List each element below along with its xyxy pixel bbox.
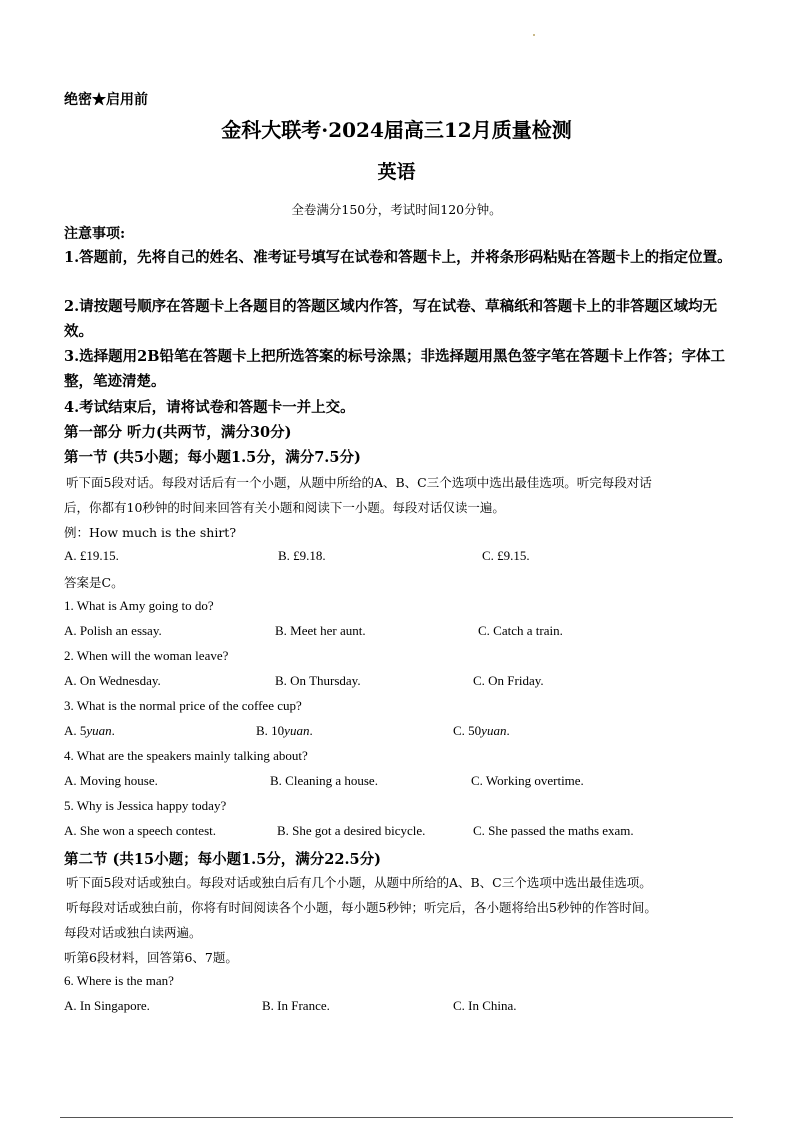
option-c: C. Working overtime.: [471, 773, 584, 788]
part1-heading: 第一部分 听力(共两节，满分30分): [64, 424, 292, 441]
option-c: C. £9.15.: [482, 548, 530, 563]
option-c: C. In China.: [453, 998, 517, 1013]
option-b: B. 10yuan.: [256, 723, 313, 738]
section2-instruction: 每段对话或独白读两遍。: [64, 925, 202, 940]
section2-instruction: 听每段对话或独白前，你将有时间阅读各个小题，每小题5秒钟；听完后，各小题将给出5秒钟的作答时间。: [66, 900, 657, 915]
option-a: A. Polish an essay.: [64, 623, 162, 638]
notice-item-4: 4.考试结束后，请将试卷和答题卡一并上交。: [64, 399, 355, 416]
material-note: 听第6段材料，回答第6、7题。: [64, 950, 238, 965]
question-5: 5. Why is Jessica happy today?: [64, 798, 227, 813]
section1-instruction: 听下面5段对话。每段对话后有一个小题，从题中所给的A、B、C三个选项中选出最佳选项。听完每段对话: [66, 475, 652, 490]
notice-item-1: 1.答题前，先将自己的姓名、准考证号填写在试卷和答题卡上，并将条形码粘贴在答题卡上的指定位置。: [64, 249, 732, 266]
question-3: 3. What is the normal price of the coffee cup?: [64, 698, 302, 713]
page-bottom-rule: [60, 1117, 733, 1118]
section1-instruction: 后，你都有10秒钟的时间来回答有关小题和阅读下一小题。每段对话仅读一遍。: [64, 500, 505, 515]
option-a: A. Moving house.: [64, 773, 158, 788]
question-6: 6. Where is the man?: [64, 973, 174, 988]
question-1: 1. What is Amy going to do?: [64, 598, 214, 613]
option-b: B. Meet her aunt.: [275, 623, 366, 638]
full-mark-note: 全卷满分150分，考试时间120分钟。: [291, 202, 502, 217]
question-4: 4. What are the speakers mainly talking about?: [64, 748, 308, 763]
example-question: 例：How much is the shirt?: [64, 525, 237, 540]
option-a: A. In Singapore.: [64, 998, 150, 1013]
option-b: B. On Thursday.: [275, 673, 361, 688]
question-2: 2. When will the woman leave?: [64, 648, 229, 663]
option-c: C. She passed the maths exam.: [473, 823, 634, 838]
option-c: C. Catch a train.: [478, 623, 563, 638]
option-a: A. She won a speech contest.: [64, 823, 216, 838]
example-answer: 答案是C。: [64, 575, 124, 590]
option-c: C. On Friday.: [473, 673, 544, 688]
decorative-dot: [533, 34, 535, 36]
option-a: A. 5yuan.: [64, 723, 115, 738]
option-a: A. On Wednesday.: [64, 673, 161, 688]
notice-heading: 注意事项:: [64, 226, 126, 242]
subject-title: 英语: [377, 161, 416, 183]
option-c: C. 50yuan.: [453, 723, 510, 738]
option-b: B. Cleaning a house.: [270, 773, 378, 788]
option-b: B. In France.: [262, 998, 330, 1013]
option-b: B. She got a desired bicycle.: [277, 823, 426, 838]
notice-item-2: 2.请按题号顺序在答题卡上各题目的答题区域内作答，写在试卷、草稿纸和答题卡上的非答题区域均无效。: [64, 298, 718, 340]
notice-item-3: 3.选择题用2B铅笔在答题卡上把所选答案的标号涂黑；非选择题用黑色签字笔在答题卡上作答；字体工整，笔迹清楚。: [64, 348, 725, 390]
section2-instruction: 听下面5段对话或独白。每段对话或独白后有几个小题，从题中所给的A、B、C三个选项中选出最佳选项。: [66, 875, 652, 890]
section2-heading: 第二节 (共15小题；每小题1.5分，满分22.5分): [64, 851, 381, 868]
option-b: B. £9.18.: [278, 548, 326, 563]
option-a: A. £19.15.: [64, 548, 119, 563]
secret-label: 绝密★启用前: [64, 92, 148, 108]
section1-heading: 第一节 (共5小题；每小题1.5分，满分7.5分): [64, 449, 361, 466]
exam-title: 金科大联考·2024届高三12月质量检测: [221, 118, 572, 142]
